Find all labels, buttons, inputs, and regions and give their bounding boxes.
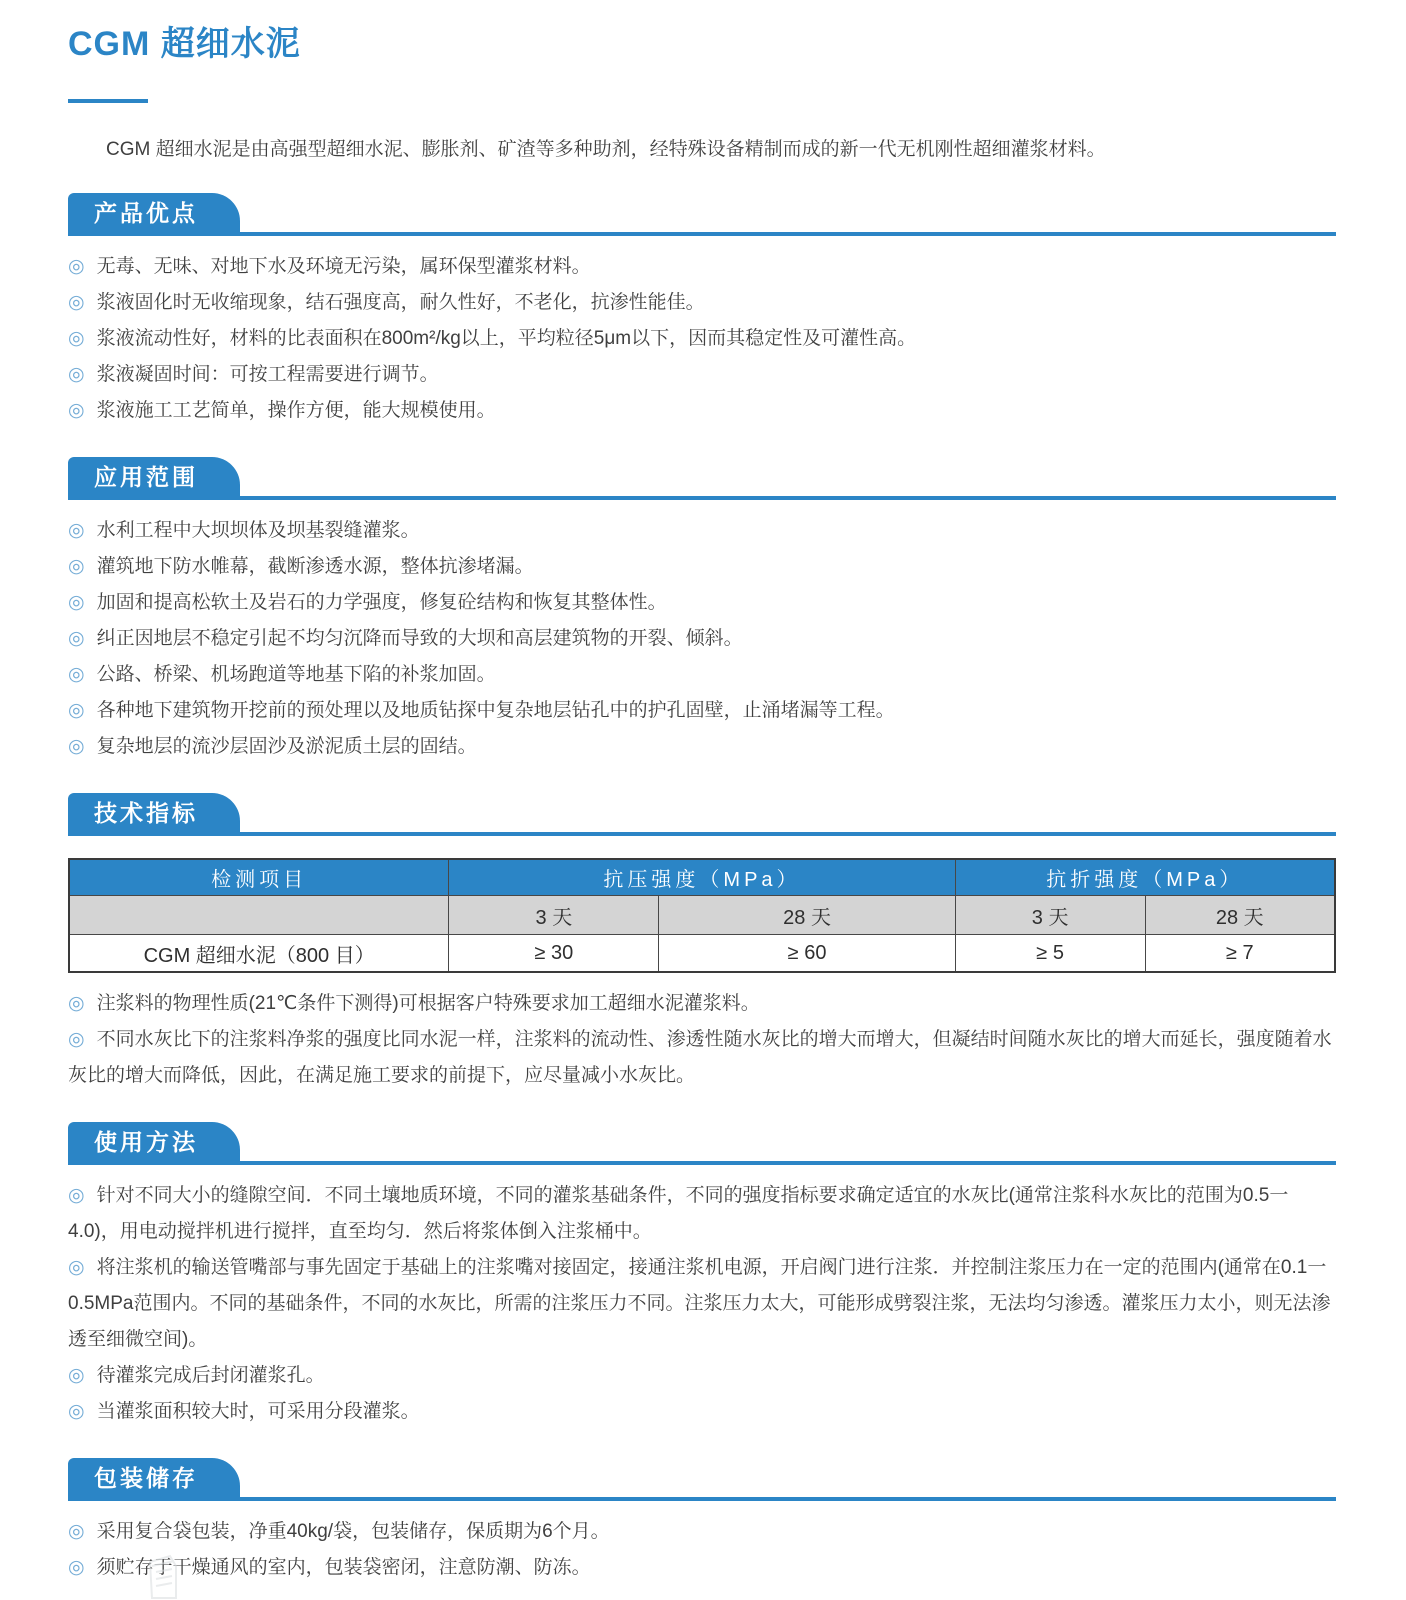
double-ring-bullet-icon: ◎ bbox=[68, 1401, 85, 1422]
double-ring-bullet-icon: ◎ bbox=[68, 1521, 85, 1542]
subheader-28d: 28 天 bbox=[1145, 896, 1335, 935]
bullet-text: 针对不同大小的缝隙空间．不同土壤地质环境，不同的灌浆基础条件，不同的强度指标要求确定适宜的水灰比(通常注浆科水灰比的范围为0.5一4.0)，用电动搅拌机进行搅拌，直至均匀．然后将浆体倒入注浆桶中。 bbox=[68, 1185, 1289, 1242]
bullet-text: 无毒、无味、对地下水及环境无污染，属环保型灌浆材料。 bbox=[96, 256, 591, 277]
bullet-item bbox=[68, 357, 1336, 393]
double-ring-bullet-icon: ◎ bbox=[68, 628, 85, 649]
bullet-text: 水利工程中大坝坝体及坝基裂缝灌浆。 bbox=[96, 520, 420, 541]
value-cell: ≥ 7 bbox=[1145, 935, 1335, 973]
bullet-text: 公路、桥梁、机场跑道等地基下陷的补浆加固。 bbox=[96, 664, 496, 685]
table-header-row bbox=[69, 859, 1335, 896]
bullet-item bbox=[68, 249, 1336, 285]
value-cell: ≥ 60 bbox=[659, 935, 955, 973]
section-specs bbox=[68, 793, 1336, 1094]
section-header bbox=[68, 457, 1336, 500]
spec-table bbox=[68, 858, 1336, 973]
col-header-item: 检测项目 bbox=[69, 859, 449, 896]
bullet-text: 灌筑地下防水帷幕，截断渗透水源，整体抗渗堵漏。 bbox=[96, 556, 534, 577]
subheader-3d: 3 天 bbox=[955, 896, 1145, 935]
bullet-text: 纠正因地层不稳定引起不均匀沉降而导致的大坝和高层建筑物的开裂、倾斜。 bbox=[96, 628, 743, 649]
bullet-list bbox=[68, 249, 1336, 429]
double-ring-bullet-icon: ◎ bbox=[68, 1557, 85, 1578]
table-data-row bbox=[69, 935, 1335, 973]
bullet-item bbox=[68, 321, 1336, 357]
bullet-item bbox=[68, 285, 1336, 321]
bullet-text: 采用复合袋包装，净重40kg/袋，包装储存，保质期为6个月。 bbox=[96, 1521, 610, 1542]
double-ring-bullet-icon: ◎ bbox=[68, 400, 85, 421]
bullet-text: 须贮存于干燥通风的室内，包装袋密闭，注意防潮、防冻。 bbox=[96, 1557, 591, 1578]
section-header bbox=[68, 193, 1336, 236]
bullet-text: 浆液流动性好，材料的比表面积在800m²/kg以上，平均粒径5μm以下，因而其稳定性及可灌性高。 bbox=[96, 328, 917, 349]
col-header-compressive: 抗压强度（MPa） bbox=[449, 859, 955, 896]
bullet-item bbox=[68, 1178, 1336, 1250]
bullet-item bbox=[68, 513, 1336, 549]
subheader-28d: 28 天 bbox=[659, 896, 955, 935]
bullet-text: 浆液固化时无收缩现象，结石强度高，耐久性好，不老化，抗渗性能佳。 bbox=[96, 292, 705, 313]
bullet-text: 待灌浆完成后封闭灌浆孔。 bbox=[96, 1365, 325, 1386]
bullet-item bbox=[68, 1250, 1336, 1358]
bullet-text: 将注浆机的输送管嘴部与事先固定于基础上的注浆嘴对接固定，接通注浆机电源，开启阀门进行注浆．并控制注浆压力在一定的范围内(通常在0.1一0.5MPa范围内。不同的基础条件，不同的水灰比，所需的注浆压力不同。注浆压力太大，可能形成劈裂注浆，无法均匀渗透。灌浆压力太小，则无法渗透至细微空间)。 bbox=[68, 1257, 1331, 1350]
bullet-item bbox=[68, 1550, 1336, 1586]
double-ring-bullet-icon: ◎ bbox=[68, 1257, 85, 1278]
double-ring-bullet-icon: ◎ bbox=[68, 1365, 85, 1386]
section-advantages bbox=[68, 193, 1336, 429]
double-ring-bullet-icon: ◎ bbox=[68, 520, 85, 541]
double-ring-bullet-icon: ◎ bbox=[68, 592, 85, 613]
bullet-item bbox=[68, 1358, 1336, 1394]
double-ring-bullet-icon: ◎ bbox=[68, 664, 85, 685]
title-underline bbox=[68, 99, 148, 103]
double-ring-bullet-icon: ◎ bbox=[68, 993, 85, 1014]
double-ring-bullet-icon: ◎ bbox=[68, 256, 85, 277]
bullet-text: 浆液凝固时间：可按工程需要进行调节。 bbox=[96, 364, 439, 385]
page-title: CGM 超细水泥 bbox=[68, 25, 301, 63]
section-heading-tab: 应用范围 bbox=[68, 457, 240, 496]
double-ring-bullet-icon: ◎ bbox=[68, 700, 85, 721]
value-cell: ≥ 30 bbox=[449, 935, 659, 973]
double-ring-bullet-icon: ◎ bbox=[68, 292, 85, 313]
double-ring-bullet-icon: ◎ bbox=[68, 364, 85, 385]
intro-paragraph: CGM 超细水泥是由高强型超细水泥、膨胀剂、矿渣等多种助剂，经特殊设备精制而成的新一代无机刚性超细灌浆材料。 bbox=[106, 139, 1106, 160]
section-header bbox=[68, 1122, 1336, 1165]
bullet-text: 浆液施工工艺简单，操作方便，能大规模使用。 bbox=[96, 400, 496, 421]
bullet-text: 复杂地层的流沙层固沙及淤泥质土层的固结。 bbox=[96, 736, 477, 757]
double-ring-bullet-icon: ◎ bbox=[68, 736, 85, 757]
bullet-item bbox=[68, 1514, 1336, 1550]
value-cell: ≥ 5 bbox=[955, 935, 1145, 973]
bullet-item bbox=[68, 657, 1336, 693]
bullet-item bbox=[68, 585, 1336, 621]
bullet-text: 各种地下建筑物开挖前的预处理以及地质钻探中复杂地层钻孔中的护孔固壁，止涌堵漏等工程。 bbox=[96, 700, 895, 721]
bullet-item bbox=[68, 393, 1336, 429]
double-ring-bullet-icon: ◎ bbox=[68, 328, 85, 349]
double-ring-bullet-icon: ◎ bbox=[68, 1185, 85, 1206]
double-ring-bullet-icon: ◎ bbox=[68, 556, 85, 577]
col-header-flexural: 抗折强度（MPa） bbox=[955, 859, 1335, 896]
bullet-item bbox=[68, 1394, 1336, 1430]
section-applications bbox=[68, 457, 1336, 765]
note-list bbox=[68, 986, 1336, 1094]
document-page bbox=[68, 0, 1336, 1586]
bullet-item bbox=[68, 549, 1336, 585]
section-header bbox=[68, 793, 1336, 836]
bullet-text: 加固和提高松软土及岩石的力学强度，修复砼结构和恢复其整体性。 bbox=[96, 592, 667, 613]
section-heading-tab: 产品优点 bbox=[68, 193, 240, 232]
section-heading-tab: 使用方法 bbox=[68, 1122, 240, 1161]
note-text: 不同水灰比下的注浆料净浆的强度比同水泥一样，注浆料的流动性、渗透性随水灰比的增大而增大，但凝结时间随水灰比的增大而延长，强度随着水灰比的增大而降低，因此，在满足施工要求的前提下，应尽量减小水灰比。 bbox=[68, 1029, 1332, 1086]
note-item bbox=[68, 986, 1336, 1022]
bullet-text: 当灌浆面积较大时，可采用分段灌浆。 bbox=[96, 1401, 420, 1422]
empty-cell bbox=[69, 896, 449, 935]
section-packaging bbox=[68, 1458, 1336, 1586]
bullet-list bbox=[68, 513, 1336, 765]
product-name-cell: CGM 超细水泥（800 目） bbox=[69, 935, 449, 973]
section-heading-tab: 包装储存 bbox=[68, 1458, 240, 1497]
double-ring-bullet-icon: ◎ bbox=[68, 1029, 85, 1050]
table-subheader-row bbox=[69, 896, 1335, 935]
subheader-3d: 3 天 bbox=[449, 896, 659, 935]
watermark-package-icon bbox=[136, 1552, 194, 1600]
section-usage bbox=[68, 1122, 1336, 1430]
note-text: 注浆料的物理性质(21℃条件下测得)可根据客户特殊要求加工超细水泥灌浆料。 bbox=[96, 993, 760, 1014]
bullet-item bbox=[68, 729, 1336, 765]
bullet-item bbox=[68, 621, 1336, 657]
bullet-item bbox=[68, 693, 1336, 729]
note-item bbox=[68, 1022, 1336, 1094]
section-heading-tab: 技术指标 bbox=[68, 793, 240, 832]
section-header bbox=[68, 1458, 1336, 1501]
bullet-list bbox=[68, 1178, 1336, 1430]
bullet-list bbox=[68, 1514, 1336, 1586]
